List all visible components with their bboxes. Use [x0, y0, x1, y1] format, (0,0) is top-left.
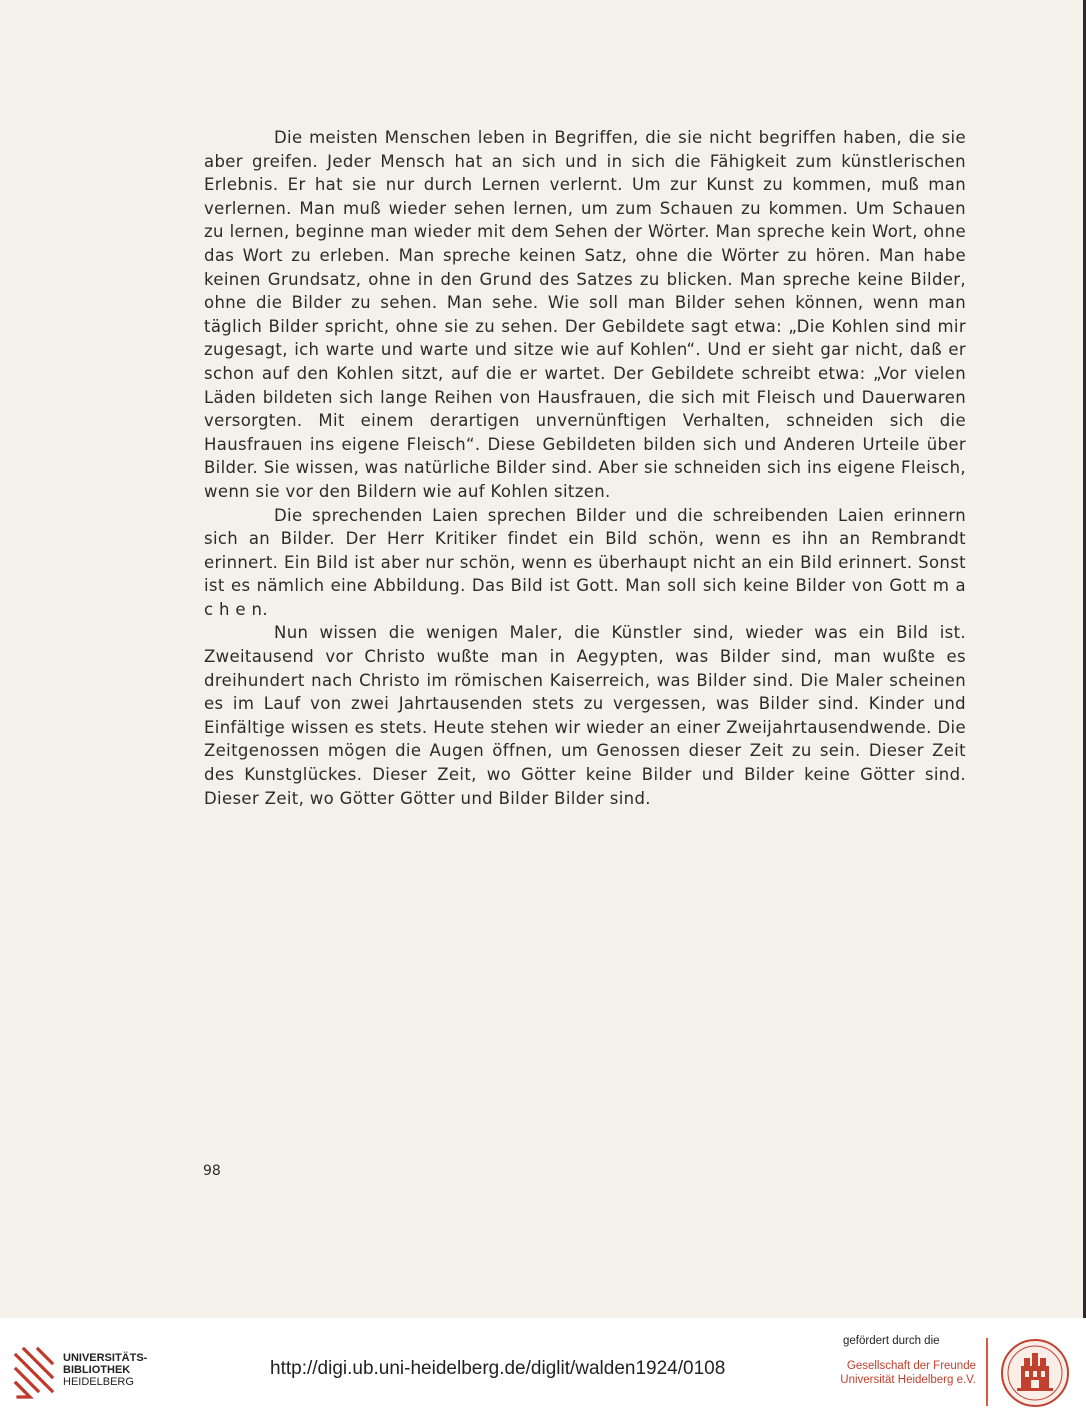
library-line-3: HEIDELBERG	[63, 1376, 134, 1388]
sponsor-name[interactable]	[839, 1359, 976, 1387]
paragraph-2: Die sprechenden Laien sprechen Bilder und die schreibenden Laien erinnern sich an Bilder. Der Herr Kritiker findet ein Bild schön, wenn es ihn an Rembrandt erinnert. Ein Bild ist aber nur schön, wenn es überhaupt nicht an ein Bild erinnert. Sonst ist es nämlich eine Abbildung. Das Bild ist Gott. Man soll sich keine Bilder von Gott m a c h e n.	[204, 505, 966, 619]
ub-heidelberg-logo-icon	[12, 1345, 56, 1401]
library-line-2: BIBLIOTHEK	[63, 1364, 131, 1376]
sponsor-label: gefördert durch die	[843, 1335, 940, 1347]
permalink-url[interactable]: http://digi.ub.uni-heidelberg.de/diglit/walden1924/0108	[270, 1358, 726, 1379]
body-text	[204, 126, 966, 810]
university-seal-icon	[999, 1338, 1071, 1408]
library-line-1: UNIVERSITÄTS-	[63, 1352, 148, 1364]
sponsor-name-line-2: Universität Heidelberg e.V.	[840, 1374, 976, 1386]
library-name	[63, 1352, 147, 1388]
sponsor-name-line-1: Gesellschaft der Freunde	[846, 1360, 976, 1372]
paragraph-1: Die meisten Menschen leben in Begriffen, die sie nicht begriffen haben, die sie aber greifen. Jeder Mensch hat an sich und in sich die Fähigkeit zum künstlerischen Erlebnis. Er hat sie nur durch Lernen verlernt. Um zur Kunst zu kommen, muß man verlernen. Man muß wieder sehen lernen, um zum Schauen zu kommen. Um Schauen zu lernen, beginne man wieder mit dem Sehen der Wörter. Man spreche kein Wort, ohne das Wort zu erleben. Man spreche keinen Satz, ohne die Wörter zu hören. Man habe keinen Grundsatz, ohne in den Grund des Satzes zu blicken. Man spreche keine Bilder, ohne die Bilder zu sehen. Man sehe. Wie soll man Bilder sehen können, wenn man täglich Bilder spricht, ohne sie zu sehen. Der Gebildete sagt etwa: „Die Kohlen sind mir zugesagt, ich warte und warte und sitze wie auf Kohlen“. Und er sieht gar nicht, daß er schon auf den Kohlen sitzt, auf die er wartet. Der Gebildete schreibt etwa: „Vor vielen Läden bildeten sich lange Reihen von Hausfrauen, die sich mit Fleisch und Dauerwaren versorgten. Mit einem derartigen unvernünftigen Verhalten, schneiden sich die Hausfrauen ins eigene Fleisch“. Diese Gebildeten bilden sich und Anderen Urteile über Bilder. Sie wissen, was natürliche Bilder sind. Aber sie schneiden sich ins eigene Fleisch, wenn sie vor den Bildern wie auf Kohlen sitzen.	[204, 128, 966, 501]
page-number: 98	[203, 1163, 221, 1179]
sponsor-divider	[986, 1338, 988, 1406]
paragraph-3: Nun wissen die wenigen Maler, die Künstler sind, wieder was ein Bild ist. Zweitausend vor Christo wußte man in Aegypten, was Bilder sind, man wußte es dreihundert nach Christo im römischen Kaiserreich, was Bilder sind. Die Maler scheinen es im Lauf von zwei Jahrtausenden stets zu vergessen, was Bilder sind. Kinder und Einfältige wissen es stets. Heute stehen wir wieder an einer Zweijahrtausendwende. Die Zeitgenossen mögen die Augen öffnen, um Genossen dieser Zeit zu sein. Dieser Zeit des Kunstglückes. Dieser Zeit, wo Götter keine Bilder und Bilder keine Götter sind. Dieser Zeit, wo Götter Götter und Bilder Bilder sind.	[204, 623, 966, 808]
